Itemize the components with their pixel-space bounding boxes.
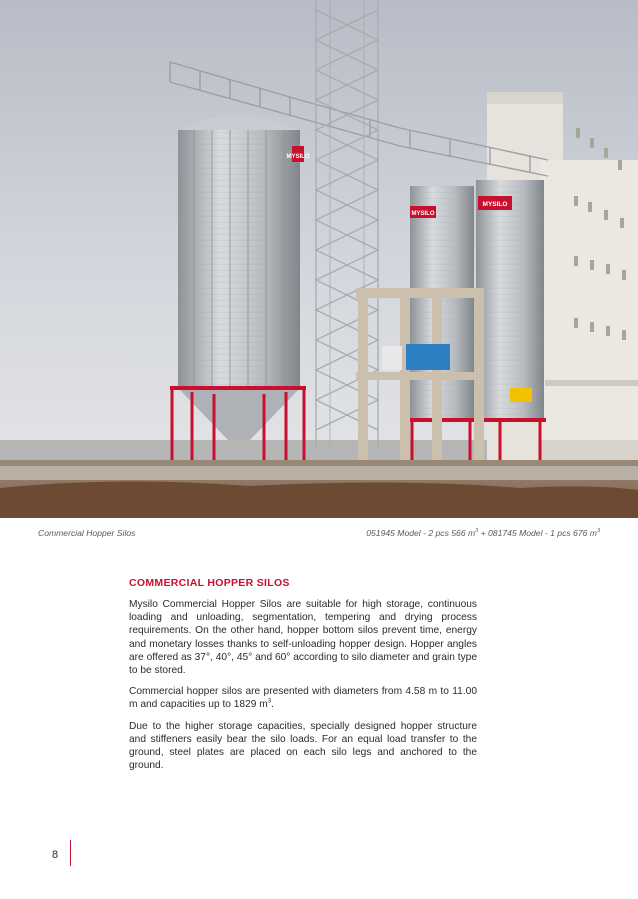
photo-caption (38, 528, 600, 542)
right-silo-brand-1: MYSILO (411, 211, 435, 217)
paragraph-1: Mysilo Commercial Hopper Silos are suitable for high storage, continuous loading and unloading, segmentation, tempering and drying process requirements. On the other hand, hopper bottom silos prevent time, energy and monetary losses thanks to self-unloading hopper design. Hopper angles are offered as 37°, 40°, 45° and 60° according to silo diameter and grain type to be stored. (129, 599, 477, 677)
right-silo-brand-2: MYSILO (482, 201, 508, 208)
paragraph-2 (129, 685, 477, 711)
paragraph-2-end: . (271, 699, 274, 711)
page-number-divider (70, 840, 71, 866)
page-number: 8 (52, 849, 59, 861)
caption-model-1: 051945 Model - 2 pcs 566 m (366, 528, 476, 538)
caption-model-2: + 081745 Model - 1 pcs 676 m (478, 528, 597, 538)
section-heading: COMMERCIAL HOPPER SILOS (129, 577, 290, 589)
caption-unit-sup-1: 3 (475, 528, 479, 535)
paragraph-3: Due to the higher storage capacities, specially designed hopper structure and stiffeners easily bear the silo loads. For an equal load transfer to the ground, steel plates are placed on each silo legs and anchored to the ground. (129, 720, 477, 772)
paragraph-2-text: Commercial hopper silos are presented with diameters from 4.58 m to 11.00 m and capacities up to 1829 m (129, 686, 477, 711)
section-content (129, 577, 477, 780)
caption-title: Commercial Hopper Silos (38, 528, 136, 538)
left-silo-brand: MYSILO (286, 154, 310, 160)
road (0, 466, 638, 480)
paragraph-2-sup: 3 (267, 699, 272, 706)
caption-models (366, 528, 600, 538)
caption-unit-sup-2: 3 (596, 528, 600, 535)
